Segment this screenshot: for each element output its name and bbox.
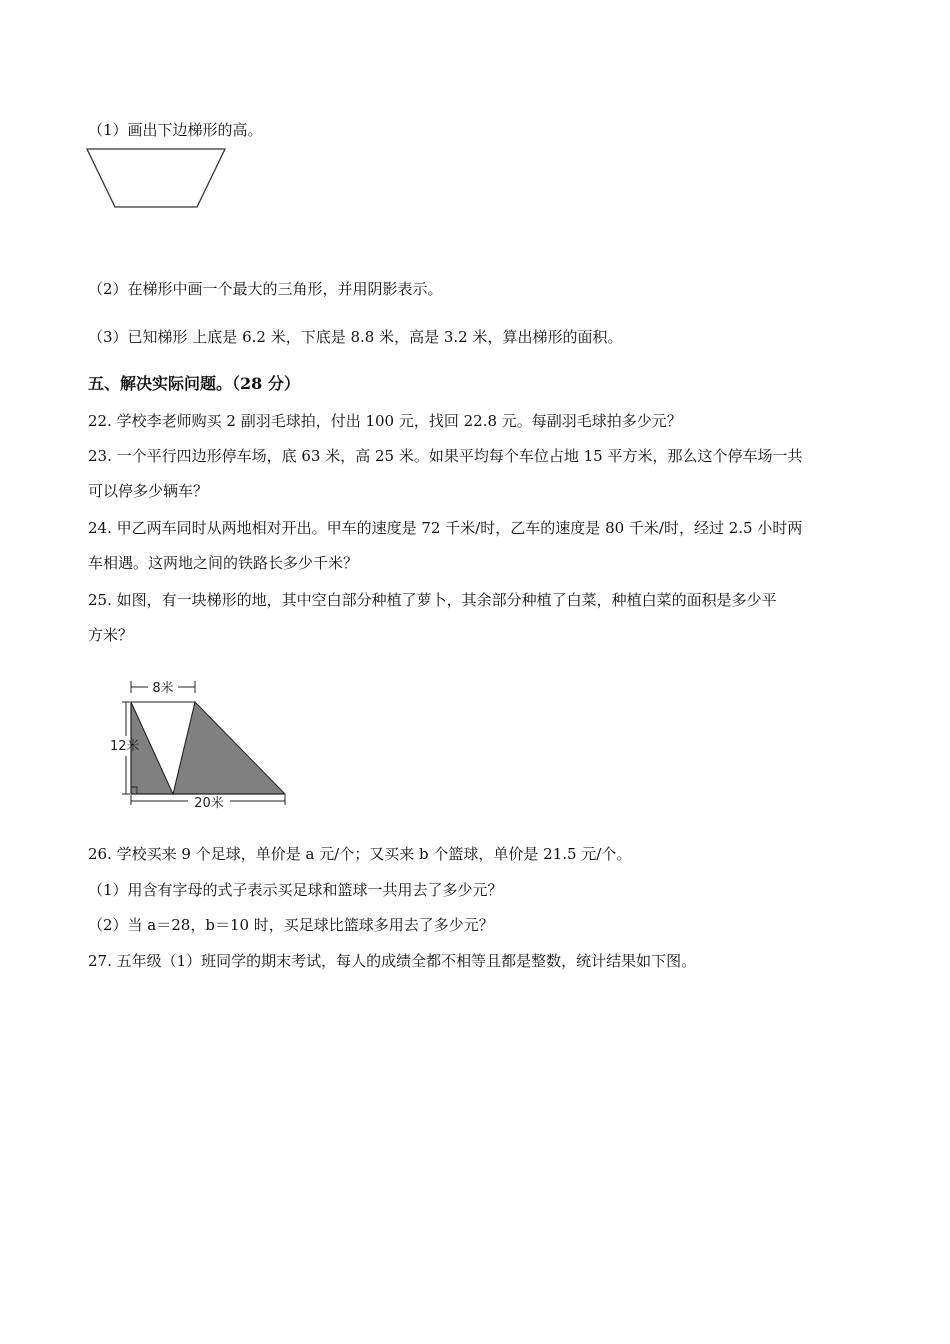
q24-text-line2: 车相遇。这两地之间的铁路长多少千米？	[88, 554, 359, 572]
left-height-label: 12米	[110, 739, 140, 754]
q25-text-line2: 方米？	[88, 626, 134, 644]
bottom-length-label: 20米	[194, 796, 224, 811]
q27-text: 27. 五年级（1）班同学的期末考试，每人的成绩全都不相等且都是整数，统计结果如下图。	[88, 952, 697, 970]
q23-text-line2: 可以停多少辆车？	[88, 482, 209, 500]
q26-text: 26. 学校买来 9 个足球，单价是 a 元/个；又买来 b 个篮球，单价是 21.5 元/个。	[88, 845, 632, 863]
trapezoid-outline	[87, 149, 225, 207]
q3-text: （3）已知梯形 上底是 6.2 米，下底是 8.8 米，高是 3.2 米，算出梯形的面积。	[88, 328, 623, 346]
q1-text: （1）画出下边梯形的高。	[88, 121, 263, 139]
q23-text-line1: 23. 一个平行四边形停车场，底 63 米，高 25 米。如果平均每个车位占地 15 平方米，那么这个停车场一共	[88, 447, 803, 465]
top-length-label: 8米	[152, 681, 174, 696]
trapezoid-figure	[84, 146, 230, 212]
q22-text: 22. 学校李老师购买 2 副羽毛球拍，付出 100 元，找回 22.8 元。每副羽毛球拍多少元？	[88, 412, 682, 430]
q26-sub1-text: （1）用含有字母的式子表示买足球和篮球一共用去了多少元？	[88, 881, 503, 899]
figure-q25	[108, 676, 298, 814]
q25-text-line1: 25. 如图，有一块梯形的地，其中空白部分种植了萝卜，其余部分种植了白菜，种植白菜的面积是多少平	[88, 591, 777, 609]
q2-text: （2）在梯形中画一个最大的三角形，并用阴影表示。	[88, 280, 443, 298]
q26-sub2-text: （2）当 a＝28，b＝10 时，买足球比篮球多用去了多少元？	[88, 916, 494, 934]
q24-text-line1: 24. 甲乙两车同时从两地相对开出。甲车的速度是 72 千米/时，乙车的速度是 80 千米/时，经过 2.5 小时两	[88, 519, 803, 537]
section-heading: 五、解决实际问题。（28 分）	[88, 374, 300, 393]
